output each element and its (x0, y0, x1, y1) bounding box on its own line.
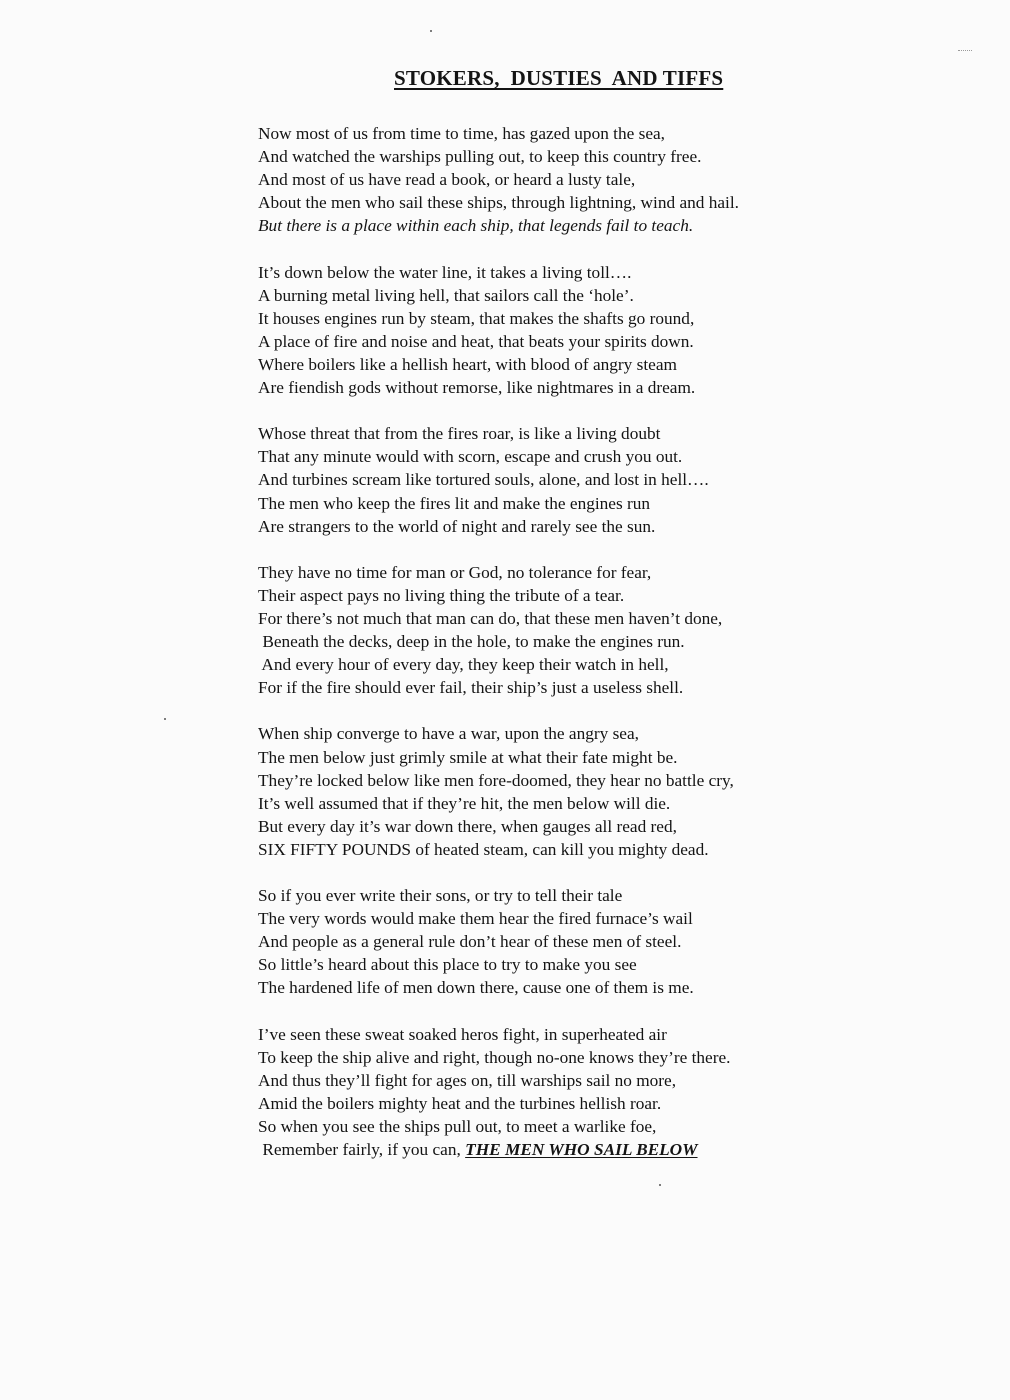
poem-line-text: It’s down below the water line, it takes a living toll…. (258, 262, 632, 282)
poem-stanza (258, 261, 739, 400)
poem-line-text: The hardened life of men down there, cause one of them is me. (258, 978, 694, 998)
poem-line (258, 561, 739, 584)
poem-line-text: Are strangers to the world of night and rarely see the sun. (258, 516, 656, 536)
poem-line-text: Beneath the decks, deep in the hole, to make the engines run. (258, 632, 685, 652)
poem-line-text: To keep the ship alive and right, though no-one knows they’re there. (258, 1047, 731, 1067)
poem-line (258, 191, 739, 214)
poem-line-text: It’s well assumed that if they’re hit, the men below will die. (258, 793, 671, 813)
poem-line-text: Whose threat that from the fires roar, is like a living doubt (258, 424, 661, 444)
poem-line-text: Remember fairly, if you can, (258, 1140, 466, 1160)
scan-speck (659, 1184, 661, 1186)
poem-line-text: And watched the warships pulling out, to keep this country free. (258, 147, 702, 167)
poem-line-text: And people as a general rule don’t hear of these men of steel. (258, 932, 682, 952)
poem-line (258, 261, 739, 284)
poem-line (258, 1046, 739, 1069)
poem-closing-emphasis: THE MEN WHO SAIL BELOW (465, 1140, 698, 1160)
poem-line (258, 145, 739, 168)
poem-line-text: And thus they’ll fight for ages on, till warships sail no more, (258, 1070, 677, 1090)
poem-line (258, 353, 739, 376)
poem-stanza (258, 422, 739, 537)
poem-line-text: That any minute would with scorn, escape and crush you out. (258, 447, 683, 467)
poem-body (258, 122, 739, 1184)
poem-line-text: But there is a place within each ship, that legends fail to teach. (258, 216, 694, 236)
poem-line-text: Now most of us from time to time, has gazed upon the sea, (258, 124, 665, 143)
poem-line-text: A burning metal living hell, that sailors call the ‘hole’. (258, 285, 634, 305)
poem-line-text: For there’s not much that man can do, that these men haven’t done, (258, 608, 723, 628)
poem-line (258, 122, 739, 145)
poem-stanza (258, 122, 739, 237)
poem-line-text: But every day it’s war down there, when gauges all read red, (258, 816, 677, 836)
poem-line-text: Are fiendish gods without remorse, like nightmares in a dream. (258, 378, 696, 398)
poem-line (258, 468, 739, 491)
poem-line (258, 838, 739, 861)
poem-line-text: So little’s heard about this place to try to make you see (258, 955, 637, 975)
poem-line (258, 746, 739, 769)
poem-line-text: The men who keep the fires lit and make the engines run (258, 493, 651, 513)
poem-line (258, 1069, 739, 1092)
poem-line (258, 1092, 739, 1115)
poem-line-text: Their aspect pays no living thing the tribute of a tear. (258, 585, 625, 605)
poem-line-text: About the men who sail these ships, through lightning, wind and hail. (258, 193, 739, 213)
poem-line-text: A place of fire and noise and heat, that beats your spirits down. (258, 331, 694, 351)
poem-line (258, 769, 739, 792)
poem-line-text: So if you ever write their sons, or try to tell their tale (258, 886, 623, 906)
poem-line (258, 330, 739, 353)
poem-line (258, 214, 739, 237)
poem-line (258, 676, 739, 699)
poem-stanza (258, 722, 739, 861)
poem-line (258, 653, 739, 676)
poem-line (258, 1138, 739, 1161)
poem-line (258, 930, 739, 953)
poem-line (258, 584, 739, 607)
poem-line (258, 907, 739, 930)
scan-speck (430, 30, 432, 32)
poem-line-text: It houses engines run by steam, that makes the shafts go round, (258, 308, 695, 328)
poem-line (258, 630, 739, 653)
poem-line-text: They have no time for man or God, no tolerance for fear, (258, 562, 652, 582)
poem-line (258, 445, 739, 468)
poem-line (258, 422, 739, 445)
poem-line (258, 515, 739, 538)
poem-line-text: For if the fire should ever fail, their ship’s just a useless shell. (258, 678, 684, 698)
poem-line-text: SIX FIFTY POUNDS of heated steam, can kill you mighty dead. (258, 839, 709, 859)
poem-line-text: And every hour of every day, they keep their watch in hell, (258, 655, 669, 675)
poem-line-text: The very words would make them hear the fired furnace’s wail (258, 909, 693, 929)
poem-line (258, 492, 739, 515)
poem-line (258, 884, 739, 907)
scan-artifact (958, 50, 972, 54)
poem-line-text: When ship converge to have a war, upon the angry sea, (258, 724, 639, 744)
poem-line-text: Where boilers like a hellish heart, with blood of angry steam (258, 354, 677, 374)
scan-speck (164, 718, 166, 720)
poem-line (258, 376, 739, 399)
poem-line (258, 1115, 739, 1138)
poem-line (258, 284, 739, 307)
poem-line (258, 792, 739, 815)
poem-line (258, 976, 739, 999)
poem-line (258, 168, 739, 191)
poem-line-text: They’re locked below like men fore-doomed, they hear no battle cry, (258, 770, 734, 790)
poem-title: STOKERS, DUSTIES AND TIFFS (394, 66, 724, 90)
poem-line-text: Amid the boilers mighty heat and the turbines hellish roar. (258, 1093, 662, 1113)
poem-line (258, 722, 739, 745)
poem-line (258, 607, 739, 630)
poem-line-text: I’ve seen these sweat soaked heros fight, in superheated air (258, 1024, 667, 1044)
poem-stanza (258, 1023, 739, 1162)
poem-line-text: And turbines scream like tortured souls, alone, and lost in hell…. (258, 470, 709, 490)
poem-line-text: The men below just grimly smile at what their fate might be. (258, 747, 678, 767)
poem-line-text: So when you see the ships pull out, to meet a warlike foe, (258, 1117, 657, 1137)
poem-stanza (258, 884, 739, 999)
poem-line (258, 953, 739, 976)
poem-line (258, 307, 739, 330)
poem-line (258, 815, 739, 838)
poem-line (258, 1023, 739, 1046)
poem-line-text: And most of us have read a book, or heard a lusty tale, (258, 170, 636, 190)
poem-stanza (258, 561, 739, 700)
